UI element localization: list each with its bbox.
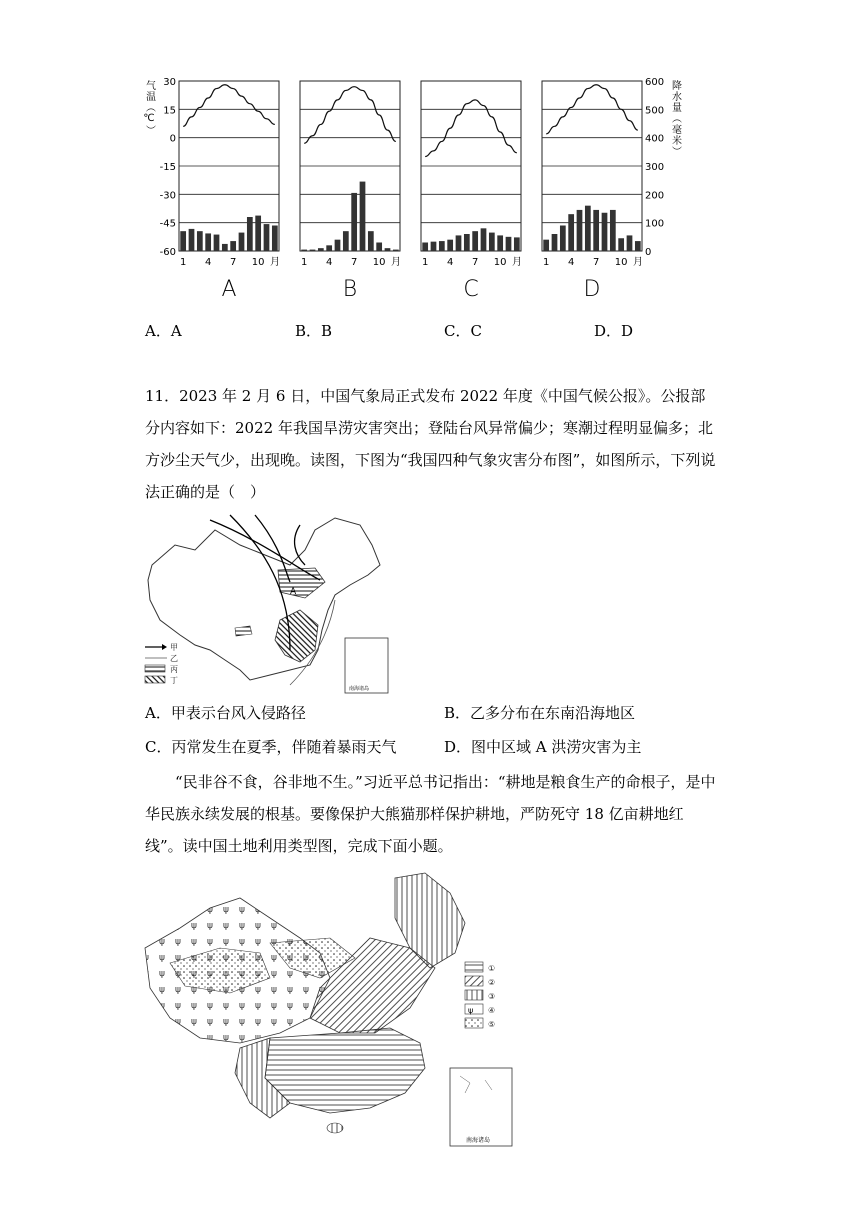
precipitation-bar: [335, 240, 341, 251]
climate-panel-b: [300, 81, 401, 302]
precipitation-bar: [489, 233, 495, 251]
precipitation-bar: [360, 182, 366, 251]
temperature-curve: [304, 87, 396, 144]
precipitation-bar: [326, 245, 332, 251]
precipitation-bar: [310, 250, 316, 251]
month-tick-label: 4: [325, 257, 333, 268]
panel-letter: A: [221, 277, 237, 302]
legend-4: ④: [488, 1006, 496, 1015]
precipitation-bar: [543, 240, 549, 251]
map2-inset-label: 南海诸岛: [466, 1137, 491, 1144]
month-unit-label: 月: [633, 257, 643, 268]
legend-yi: 乙: [170, 654, 178, 663]
precipitation-bar: [214, 235, 220, 251]
precipitation-axis-label: 降水量（毫米）: [669, 80, 681, 157]
precipitation-bar: [393, 250, 399, 251]
precipitation-bar: [431, 242, 437, 251]
map2-legend: [465, 962, 495, 1029]
region-a-label: A: [290, 587, 297, 597]
month-tick-label: 1: [300, 257, 308, 268]
precipitation-bar: [552, 234, 558, 251]
climate-charts-figure: [135, 70, 695, 305]
precipitation-bar: [239, 233, 245, 251]
month-tick-label: 10: [493, 257, 507, 268]
month-tick-label: 7: [350, 257, 358, 268]
precipitation-bar: [351, 193, 357, 251]
q10-option-b[interactable]: B．B: [295, 322, 333, 340]
climate-panel-d: [542, 81, 643, 302]
temperature-tick-label: 15: [163, 105, 176, 117]
precipitation-bar: [272, 226, 278, 252]
temperature-tick-label: 30: [163, 77, 176, 88]
precipitation-tick-label: 400: [645, 133, 665, 145]
weather-disaster-map: [140, 510, 420, 695]
q10-option-d[interactable]: D．D: [594, 322, 634, 340]
precipitation-tick-label: 600: [645, 77, 665, 88]
precipitation-bar: [318, 248, 324, 251]
precipitation-bar: [376, 243, 382, 252]
precipitation-bar: [577, 210, 583, 251]
q11-option-a[interactable]: A．甲表示台风入侵路径: [145, 704, 306, 722]
temperature-tick-label: 0: [169, 133, 176, 145]
precipitation-bar: [593, 210, 599, 251]
precipitation-bar: [568, 214, 574, 251]
land-use-map: [140, 868, 520, 1153]
precipitation-tick-label: 100: [645, 218, 665, 230]
precipitation-bar: [456, 235, 462, 251]
precipitation-bar: [197, 231, 203, 251]
precipitation-tick-label: 300: [645, 162, 665, 173]
q10-option-c[interactable]: C．C: [444, 322, 482, 340]
month-tick-label: 4: [446, 257, 454, 268]
climate-panel-a: [179, 81, 280, 302]
hainan: [327, 1123, 343, 1133]
precipitation-bar: [230, 241, 236, 251]
panel-letter: B: [342, 277, 358, 302]
precipitation-bar: [464, 234, 470, 251]
precipitation-bar: [585, 206, 591, 251]
precipitation-bar: [472, 231, 478, 251]
precipitation-bar: [222, 244, 228, 251]
precipitation-bar: [205, 233, 211, 251]
q11-option-d[interactable]: D．图中区域 A 洪涝灾害为主: [444, 738, 642, 756]
precipitation-bar: [560, 226, 566, 252]
q11-stem: 11．2023 年 2 月 6 日，中国气象局正式发布 2022 年度《中国气候公报》。公报部分内容如下：2022 年我国旱涝灾害突出；登陆台风异常偏少；寒潮过程明显偏多；北方沙尘天气少，出现晚。读图，下图为“我国四种气象灾害分布图”，如图所示，下列说法正确的是（ ）: [145, 387, 716, 501]
month-tick-label: 10: [251, 257, 265, 268]
month-tick-label: 1: [542, 257, 550, 268]
precipitation-bar: [506, 237, 512, 251]
legend-5: ⑤: [488, 1020, 496, 1029]
precipitation-bar: [180, 231, 186, 251]
precipitation-bar: [447, 240, 453, 251]
map1-inset-label: 南海诸岛: [349, 686, 370, 692]
panel-letter: D: [583, 277, 601, 302]
precipitation-tick-label: 0: [645, 247, 652, 258]
passage: “民非谷不食，谷非地不生。”习近平总书记指出：“耕地是粮食生产的命根子，是中华民族永续发展的根基。要像保护大熊猫那样保护耕地，严防死守 18 亿亩耕地红线”。读中国土地利用类型图，完成下面小题。: [145, 773, 716, 855]
month-tick-label: 7: [592, 257, 600, 268]
legend-ding: 丁: [170, 676, 178, 685]
q11-option-b[interactable]: B．乙多分布在东南沿海地区: [444, 704, 636, 722]
q10-option-a[interactable]: A．A: [145, 322, 182, 340]
temperature-tick-label: -30: [159, 190, 176, 202]
temperature-axis-ticks: [160, 77, 176, 258]
month-tick-label: 4: [567, 257, 575, 268]
climate-panel-c: [421, 81, 522, 302]
precipitation-bar: [497, 235, 503, 251]
q11-option-c[interactable]: C．丙常发生在夏季，伴随着暴雨天气: [145, 738, 397, 756]
precipitation-bar: [635, 241, 641, 251]
temperature-curve: [425, 100, 517, 157]
legend-3: ③: [488, 992, 496, 1001]
map1-inset: [345, 638, 388, 693]
month-unit-label: 月: [391, 257, 401, 268]
legend-jia: 甲: [170, 643, 178, 652]
map1-legend: [145, 643, 178, 685]
precipitation-bar: [627, 235, 633, 251]
month-unit-label: 月: [270, 257, 280, 268]
panel-letter: C: [463, 277, 479, 302]
temperature-tick-label: -60: [159, 247, 176, 258]
precipitation-bar: [610, 210, 616, 251]
temperature-curve: [183, 85, 275, 127]
precipitation-bar: [602, 213, 608, 251]
temperature-tick-label: -45: [159, 218, 176, 230]
temperature-tick-label: -15: [159, 162, 176, 173]
month-tick-label: 1: [179, 257, 187, 268]
temperature-axis-label: 气温（℃）: [143, 80, 155, 136]
precipitation-bar: [514, 237, 520, 251]
precipitation-bar: [189, 229, 195, 251]
legend-1: ①: [488, 964, 496, 973]
legend-bing: 丙: [170, 665, 178, 674]
region-bing-small: [235, 626, 252, 636]
precipitation-bar: [481, 228, 487, 251]
precipitation-bar: [422, 243, 428, 252]
precipitation-tick-label: 200: [645, 190, 665, 202]
precipitation-tick-label: 500: [645, 105, 665, 117]
month-tick-label: 7: [229, 257, 237, 268]
precipitation-bar: [343, 231, 349, 251]
precipitation-bar: [618, 238, 624, 251]
region-1-south: [265, 1028, 425, 1113]
precipitation-bar: [301, 250, 307, 251]
map2-inset: [450, 1068, 512, 1146]
svg-text:ψ: ψ: [468, 1006, 474, 1015]
month-tick-label: 1: [421, 257, 429, 268]
month-tick-label: 10: [614, 257, 628, 268]
precipitation-bar: [385, 248, 391, 251]
month-unit-label: 月: [512, 257, 522, 268]
precipitation-bar: [439, 241, 445, 251]
month-tick-label: 4: [204, 257, 212, 268]
month-tick-label: 7: [471, 257, 479, 268]
precipitation-axis-ticks: [645, 77, 664, 258]
legend-2: ②: [488, 978, 496, 987]
month-tick-label: 10: [372, 257, 386, 268]
precipitation-bar: [264, 224, 270, 251]
precipitation-bar: [247, 217, 253, 251]
precipitation-bar: [368, 231, 374, 251]
precipitation-bar: [255, 216, 261, 251]
